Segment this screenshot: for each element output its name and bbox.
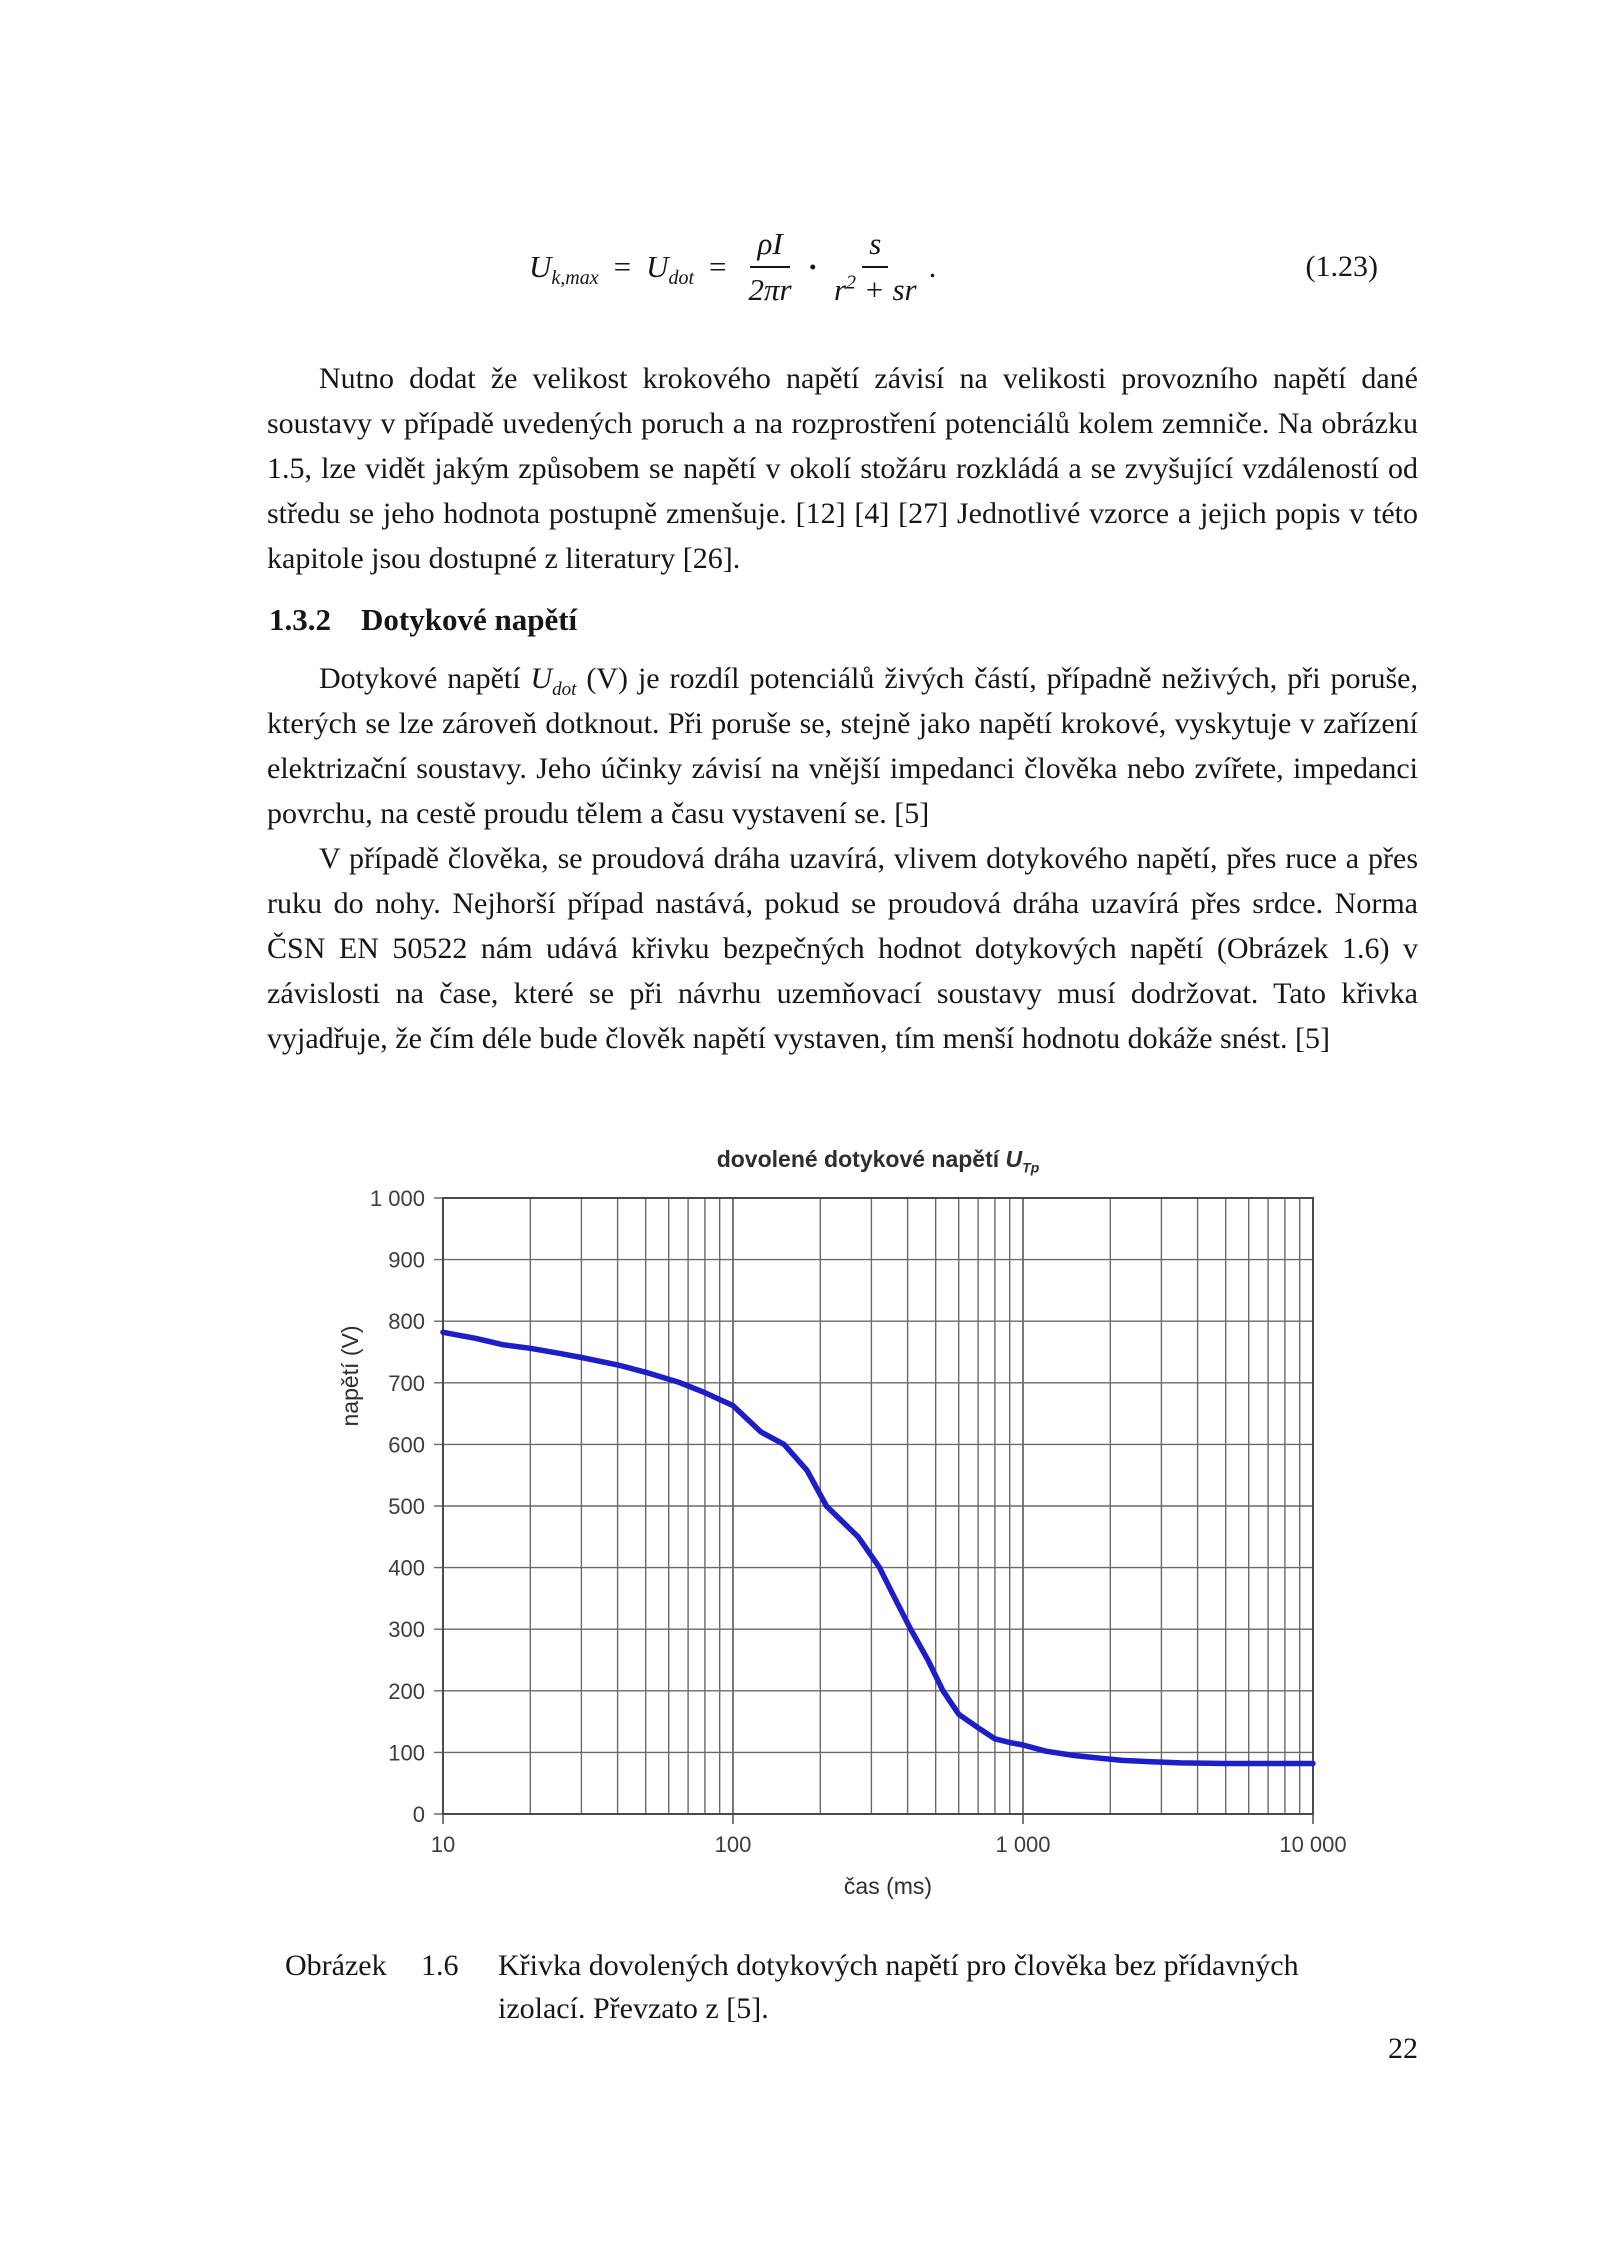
equation-lhs-symbol: $U_{k,max}$ <box>529 248 599 289</box>
fraction-rho-term <box>742 226 799 307</box>
x-tick-label: 10 000 <box>1279 1832 1347 1857</box>
multiplication-dot: · <box>807 248 818 284</box>
figure-caption <box>285 1944 1415 2044</box>
section-heading <box>269 602 577 638</box>
y-tick-label: 1 000 <box>369 1186 425 1211</box>
y-tick-label: 600 <box>388 1432 425 1458</box>
caption-line-1: Křivka dovolených dotykových napětí pro člověka bez přídavných <box>498 1949 1299 1982</box>
x-tick-label: 10 <box>430 1832 456 1857</box>
page-number: 22 <box>1388 2032 1418 2065</box>
figure-1-6 <box>300 1138 1360 1924</box>
equation-mid-symbol: $U_{dot}$ <box>646 248 695 289</box>
y-tick-label: 0 <box>412 1802 425 1827</box>
caption-number: 1.6 <box>421 1949 459 1982</box>
y-axis-label: napětí (V) <box>337 1325 363 1427</box>
chart-title-text: dovolené dotykové napětí <box>716 1146 1000 1172</box>
equation-row <box>267 226 1418 307</box>
paragraph-block-2 <box>267 656 1418 1061</box>
section-title: Dotykové napětí <box>361 602 578 637</box>
touch-voltage-chart <box>300 1138 1360 1924</box>
y-tick-label: 100 <box>388 1740 425 1766</box>
equation-mid-subscript: dot <box>668 266 695 289</box>
y-tick-label: 400 <box>388 1555 425 1581</box>
paragraph-block-1 <box>267 356 1418 581</box>
x-tick-label: 1 000 <box>995 1832 1051 1857</box>
y-tick-label: 800 <box>388 1309 425 1335</box>
y-tick-label: 700 <box>388 1370 425 1396</box>
fraction-numerator: s <box>862 226 888 268</box>
equation-number: (1.23) <box>1305 249 1378 283</box>
y-tick-label: 500 <box>388 1494 425 1519</box>
equation-period: . <box>928 248 937 284</box>
x-tick-label: 100 <box>714 1832 752 1857</box>
x-axis-label: čas (ms) <box>843 1873 933 1899</box>
voltage-curve <box>443 1332 1313 1763</box>
inline-symbol-subscript: dot <box>552 679 577 700</box>
equation-body <box>529 226 936 307</box>
caption-label: Obrázek <box>285 1949 387 1982</box>
grid-lines <box>434 1198 1313 1814</box>
y-tick-label: 300 <box>388 1617 425 1643</box>
chart-title-subscript: Tp <box>1022 1159 1040 1176</box>
section-number: 1.3.2 <box>269 602 331 637</box>
fraction-numerator: ρI <box>750 226 789 268</box>
exponent: 2 <box>846 271 857 294</box>
paragraph-text: Dotykové napětí <box>319 662 531 695</box>
paragraph-dotykove-napeti <box>267 656 1418 836</box>
decade-grid-lines <box>443 1198 1313 1824</box>
paragraph-proudova-draha: V případě člověka, se proudová dráha uzavírá, vlivem dotykového napětí, přes ruce a přes ruku do nohy. Nejhorší případ nastává, pokud se proudová dráha uzavírá přes srdce. Norma ČSN EN 50522 nám udává křivku bezpečných hodnot dotykových napětí (Obrázek 1.6) v závislosti na čase, které se při návrhu uzemňovací soustavy musí dodržovat. Tato křivka vyjadřuje, že čím déle bude člověk napětí vystaven, tím menší hodnotu dokáže snést. [5] <box>267 842 1418 1055</box>
caption-line-2: izolací. Převzato z [5]. <box>498 1992 769 2025</box>
fraction-denominator: $r^2$ + sr <box>833 271 917 307</box>
paragraph-text: (V) je rozdíl potenciálů živých částí, případně neživých, při poruše, kterých se lze zároveň dotknout. Při poruše se, stejně jako napětí krokové, vyskytuje v zařízení elektrizační soustavy. Jeho účinky závisí na vnější impedanci člověka nebo zvířete, impedanci povrchu, na cestě proudu tělem a času vystavení se. [5] <box>267 662 1418 830</box>
caption-text <box>498 1944 1415 2030</box>
fraction-s-term <box>827 226 924 307</box>
paragraph-krokove-napeti: Nutno dodat že velikost krokového napětí závisí na velikosti provozního napětí dané soustavy v případě uvedených poruch a na rozprostření potenciálů kolem zemniče. Na obrázku 1.5, lze vidět jakým způsobem se napětí v okolí stožáru rozkládá a se zvyšující vzdáleností od středu se jeho hodnota postupně zmenšuje. [12] [4] [27] Jednotlivé vzorce a jejich popis v této kapitole jsou dostupné z literatury [26]. <box>267 362 1418 575</box>
fraction-denominator: 2πr <box>748 271 792 307</box>
y-tick-label: 900 <box>388 1247 425 1273</box>
y-tick-label: 200 <box>388 1678 425 1704</box>
equals-sign: = <box>709 248 727 284</box>
equation-lhs-subscript: k,max <box>551 266 599 289</box>
equals-sign: = <box>613 248 632 284</box>
inline-symbol-udot: $U_{dot}$ <box>530 662 577 700</box>
chart-title-symbol: $U_{Tp}$ <box>1005 1146 1040 1176</box>
